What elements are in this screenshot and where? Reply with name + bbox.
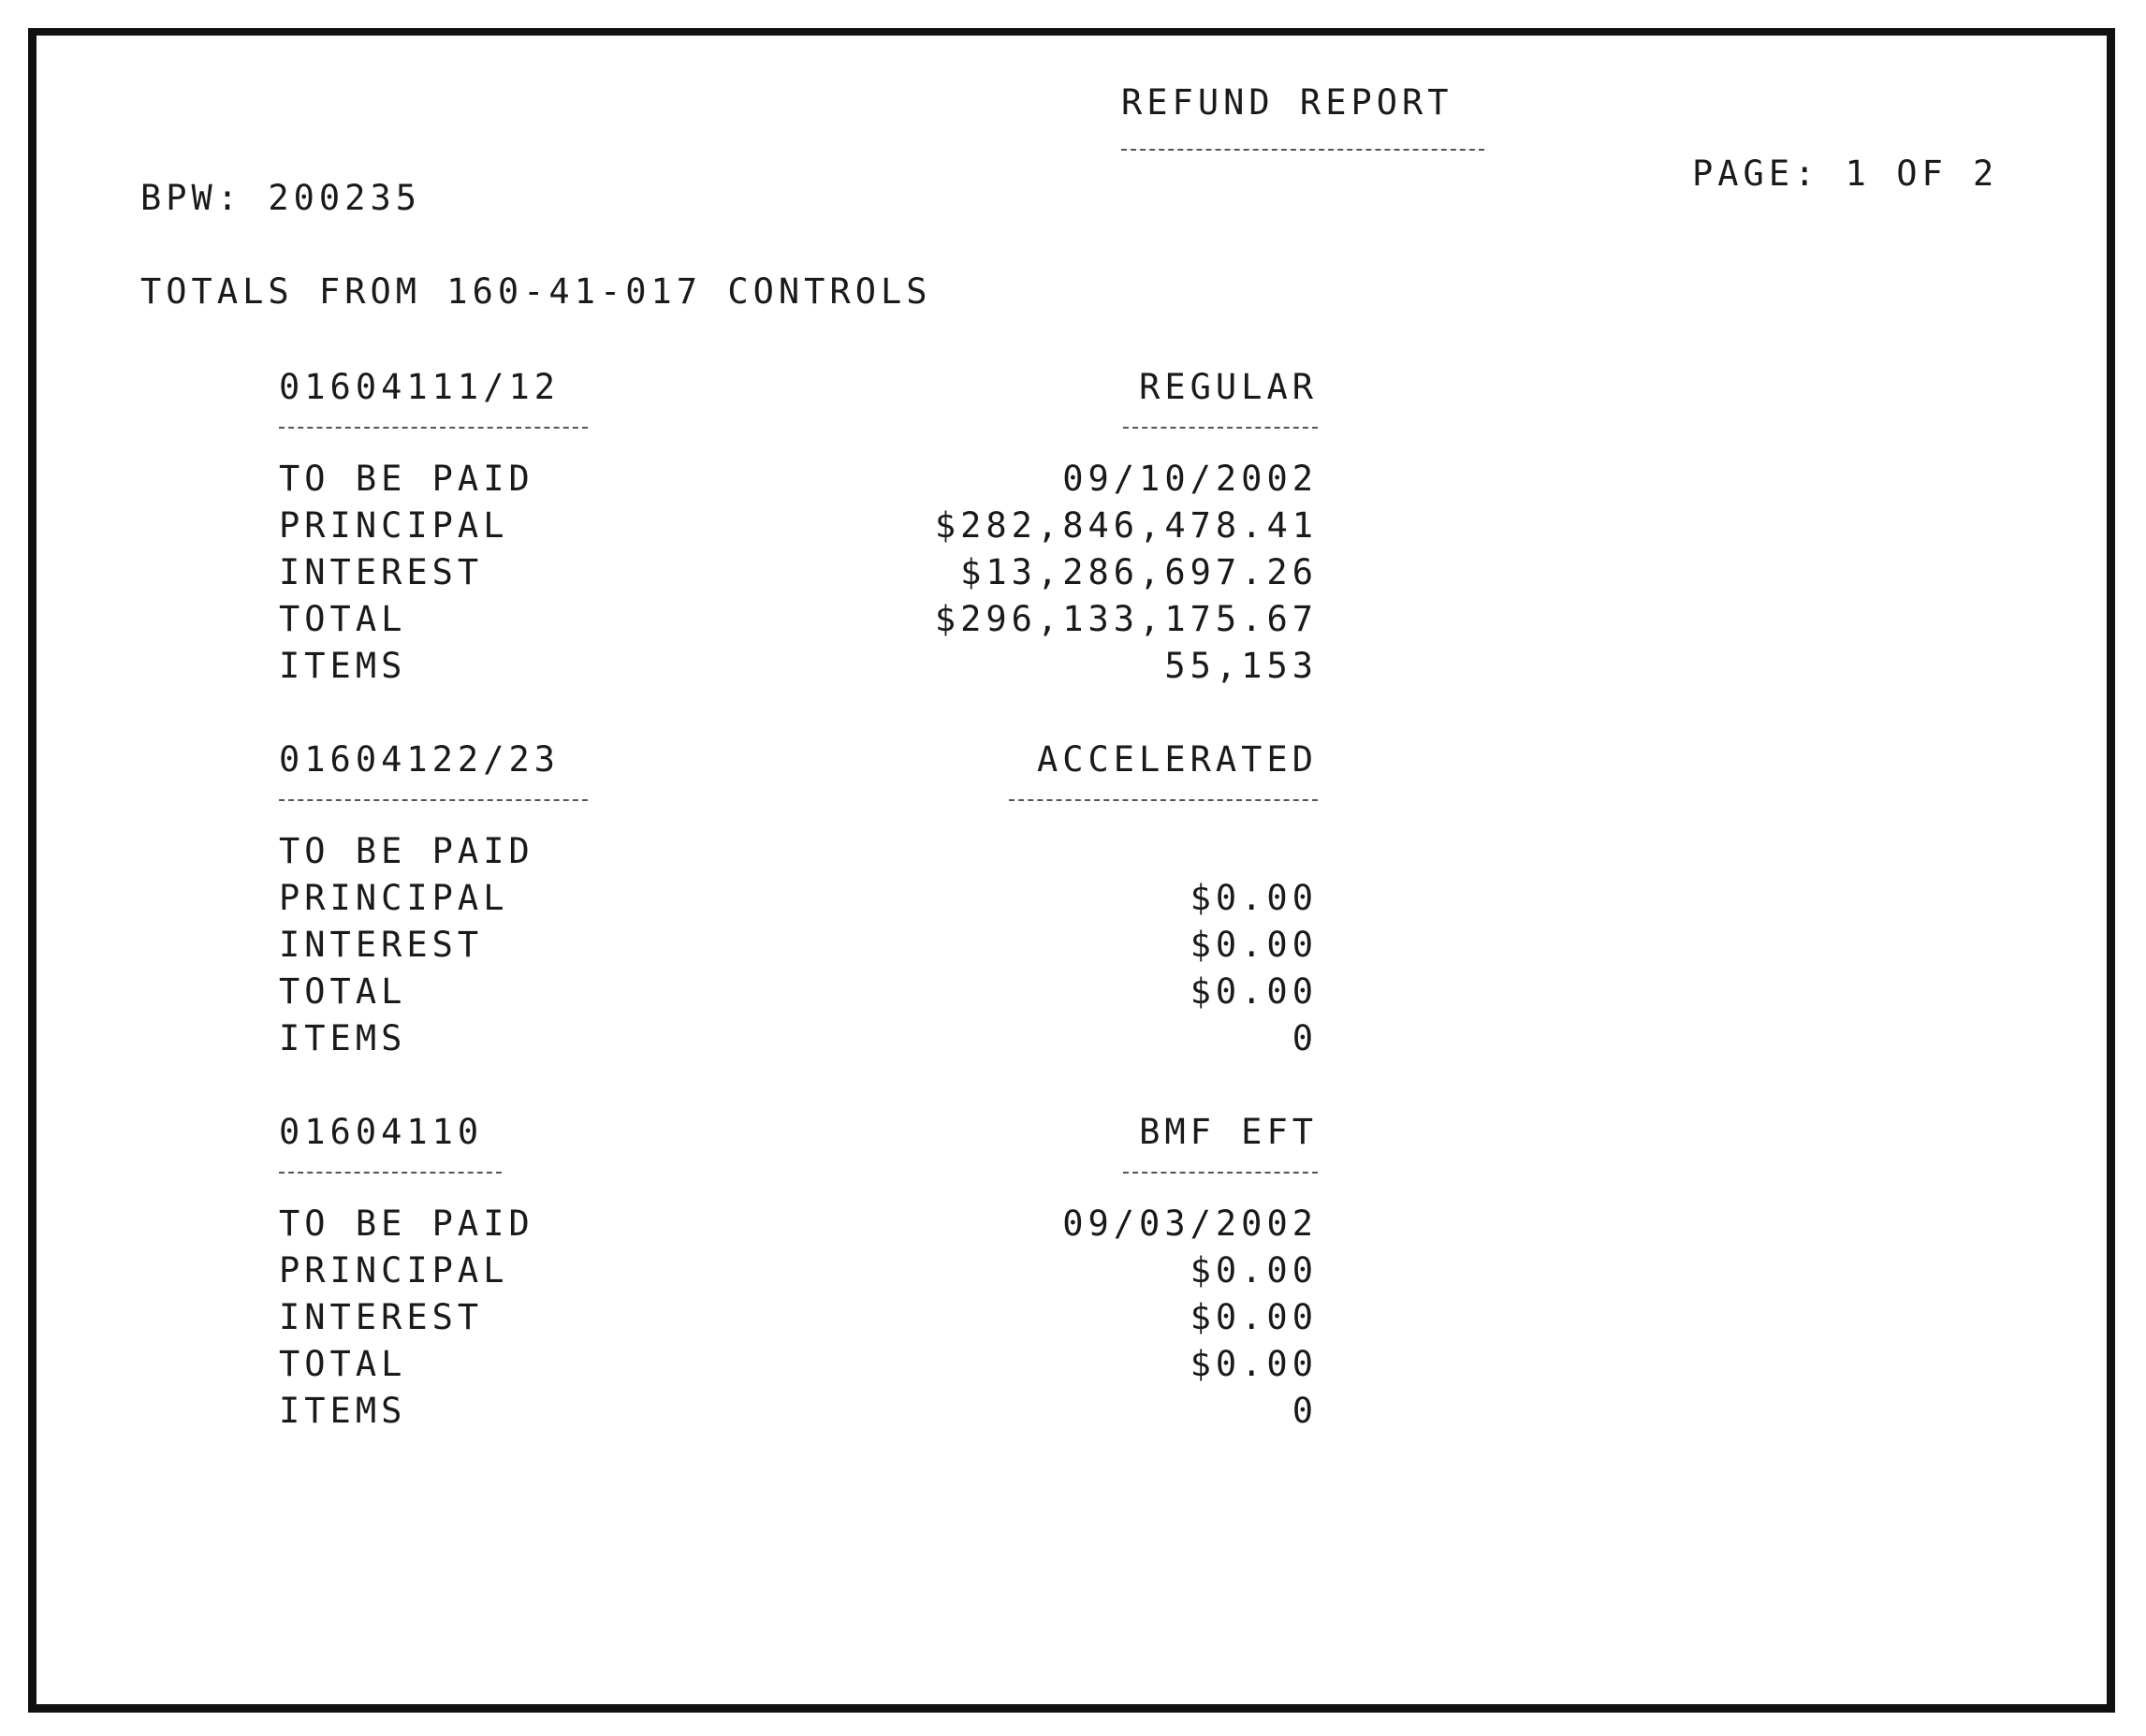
row-label: ITEMS xyxy=(279,1391,407,1431)
row-value: $0.00 xyxy=(1190,971,1318,1012)
section-type: ACCELERATED xyxy=(1036,739,1318,780)
table-row xyxy=(279,1250,1318,1297)
row-label: INTEREST xyxy=(279,552,484,592)
row-label: INTEREST xyxy=(279,1297,484,1337)
row-value: $0.00 xyxy=(1190,1250,1318,1291)
section-code: 01604122/23 xyxy=(279,739,561,780)
section-type: BMF EFT xyxy=(1139,1112,1318,1152)
row-label: TOTAL xyxy=(279,599,407,639)
row-value: 55,153 xyxy=(1164,646,1318,686)
row-value: $0.00 xyxy=(1190,925,1318,965)
section-regular xyxy=(279,367,1318,694)
row-label: ITEMS xyxy=(279,646,407,686)
table-row xyxy=(279,505,1318,552)
table-row xyxy=(279,646,1318,693)
section-code-underline xyxy=(279,1172,502,1174)
row-label: TOTAL xyxy=(279,1344,407,1384)
row-value: 0 xyxy=(1292,1391,1318,1431)
section-code-underline xyxy=(279,427,588,429)
section-type-underline xyxy=(1009,799,1318,801)
row-value: $13,286,697.26 xyxy=(960,552,1318,592)
totals-heading: TOTALS FROM 160-41-017 CONTROLS xyxy=(140,271,932,312)
table-row xyxy=(279,1018,1318,1065)
page-indicator: PAGE: 1 OF 2 xyxy=(1692,153,1999,194)
row-value: $0.00 xyxy=(1190,1344,1318,1384)
table-row xyxy=(279,1297,1318,1344)
row-value: $282,846,478.41 xyxy=(934,505,1318,546)
row-label: TO BE PAID xyxy=(279,831,534,871)
section-bmf-eft xyxy=(279,1112,1318,1439)
row-value: 0 xyxy=(1292,1018,1318,1058)
section-type: REGULAR xyxy=(1139,367,1318,407)
bpw-number: BPW: 200235 xyxy=(140,178,422,218)
row-label: PRINCIPAL xyxy=(279,505,509,546)
table-row xyxy=(279,1344,1318,1391)
row-value: $296,133,175.67 xyxy=(934,599,1318,639)
row-label: PRINCIPAL xyxy=(279,878,509,918)
row-label: TOTAL xyxy=(279,971,407,1012)
table-row xyxy=(279,459,1318,505)
row-label: TO BE PAID xyxy=(279,1204,534,1244)
table-row xyxy=(279,831,1318,878)
section-type-underline xyxy=(1123,427,1318,429)
report-title: REFUND REPORT xyxy=(1121,82,1453,123)
table-row xyxy=(279,971,1318,1018)
row-label: TO BE PAID xyxy=(279,459,534,499)
table-row xyxy=(279,1391,1318,1437)
section-type-underline xyxy=(1123,1172,1318,1174)
table-row xyxy=(279,552,1318,599)
table-row xyxy=(279,1204,1318,1250)
row-value: 09/10/2002 xyxy=(1062,459,1318,499)
row-value: 09/03/2002 xyxy=(1062,1204,1318,1244)
section-code-underline xyxy=(279,799,588,801)
section-code: 01604111/12 xyxy=(279,367,561,407)
row-label: PRINCIPAL xyxy=(279,1250,509,1291)
table-row xyxy=(279,599,1318,646)
row-value: $0.00 xyxy=(1190,878,1318,918)
section-accelerated xyxy=(279,739,1318,1067)
table-row xyxy=(279,878,1318,925)
row-value: $0.00 xyxy=(1190,1297,1318,1337)
title-underline xyxy=(1121,149,1484,151)
row-label: ITEMS xyxy=(279,1018,407,1058)
row-label: INTEREST xyxy=(279,925,484,965)
section-code: 01604110 xyxy=(279,1112,484,1152)
table-row xyxy=(279,925,1318,971)
